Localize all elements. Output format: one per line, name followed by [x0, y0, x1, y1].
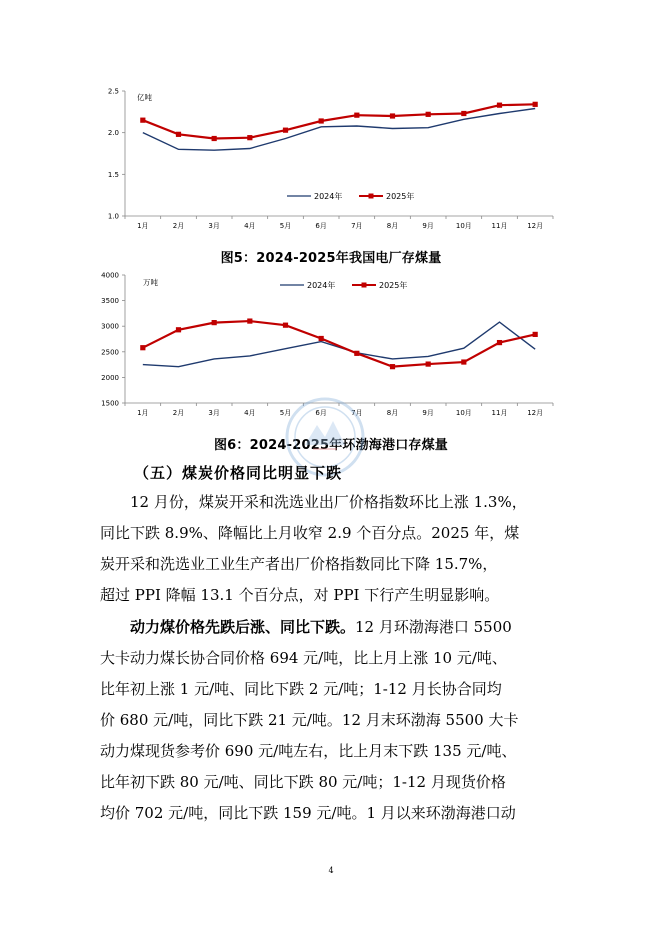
x-tick-label: 2月 — [172, 409, 185, 417]
y-tick-label: 1.0 — [107, 212, 119, 221]
x-tick-label: 1月 — [137, 409, 149, 417]
text-line — [100, 612, 570, 643]
data-point-marker — [212, 136, 217, 141]
data-point-marker — [497, 340, 502, 345]
y-tick-label: 3000 — [101, 322, 119, 331]
data-point-marker — [140, 345, 145, 350]
x-tick-label: 2月 — [172, 222, 185, 230]
x-tick-label: 3月 — [208, 222, 220, 230]
x-tick-label: 12月 — [527, 222, 544, 230]
section-heading: （五）煤炭价格同比明显下跌 — [134, 464, 343, 482]
figure6-caption: 图6：2024-2025年环渤海港口存煤量 — [213, 438, 448, 453]
text-line: 超过 PPI 降幅 13.1 个百分点，对 PPI 下行产生明显影响。 — [100, 586, 500, 604]
paragraph-coal-price-index — [100, 487, 570, 611]
x-tick-label: 10月 — [455, 222, 472, 230]
text-line: 均价 702 元/吨，同比下跌 159 元/吨。1 月以来环渤海港口动 — [100, 804, 516, 822]
paragraph-lead: 动力煤价格先跌后涨、同比下跌。 — [130, 618, 356, 636]
legend-marker — [362, 283, 367, 288]
y-tick-label: 1500 — [101, 399, 119, 408]
x-tick-label: 9月 — [422, 222, 434, 230]
legend-label: 2024年 — [307, 281, 336, 290]
data-point-marker — [319, 336, 324, 341]
series-line-2024年 — [143, 109, 535, 151]
y-tick-label: 2.5 — [107, 87, 119, 96]
legend-label: 2025年 — [379, 281, 408, 290]
data-point-marker — [533, 102, 538, 107]
data-point-marker — [390, 364, 395, 369]
y-tick-label: 2500 — [101, 348, 119, 357]
text-segment: 12 月环渤海港口 5500 — [355, 618, 512, 636]
data-point-marker — [354, 351, 359, 356]
paragraph-thermal-coal-price — [100, 612, 570, 829]
text-line: 比年初下跌 80 元/吨、同比下跌 80 元/吨；1-12 月现货价格 — [100, 773, 506, 791]
x-tick-label: 10月 — [455, 409, 472, 417]
x-tick-label: 5月 — [279, 409, 292, 417]
x-tick-label: 6月 — [315, 222, 327, 230]
page-number: 4 — [328, 866, 334, 875]
unit-label: 亿吨 — [137, 93, 152, 102]
x-tick-label: 8月 — [386, 222, 399, 230]
data-point-marker — [283, 128, 288, 133]
x-tick-label: 11月 — [491, 222, 508, 230]
x-tick-label: 11月 — [491, 409, 508, 417]
data-point-marker — [176, 327, 181, 332]
data-point-marker — [354, 113, 359, 118]
legend-label: 2025年 — [386, 192, 415, 201]
series-line-2024年 — [143, 322, 535, 367]
x-tick-label: 4月 — [244, 409, 256, 417]
x-tick-label: 8月 — [386, 409, 399, 417]
data-point-marker — [533, 332, 538, 337]
legend-marker — [369, 194, 374, 199]
data-point-marker — [212, 320, 217, 325]
x-tick-label: 5月 — [279, 222, 292, 230]
x-tick-label: 1月 — [137, 222, 149, 230]
series-line-2025年 — [143, 321, 535, 367]
y-tick-label: 2000 — [101, 373, 119, 382]
series-line-2025年 — [143, 104, 535, 138]
data-point-marker — [176, 132, 181, 137]
data-point-marker — [426, 361, 431, 366]
y-tick-label: 1.5 — [107, 170, 119, 179]
legend-label: 2024年 — [314, 192, 343, 201]
text-line: 炭开采和洗选业工业生产者出厂价格指数同比下降 15.7%， — [100, 555, 498, 573]
chart-power-plant-coal-stock — [0, 0, 662, 240]
data-point-marker — [319, 118, 324, 123]
x-tick-label: 7月 — [351, 409, 363, 417]
x-tick-label: 9月 — [422, 409, 434, 417]
data-point-marker — [247, 135, 252, 140]
text-line: 12 月份，煤炭开采和洗选业出厂价格指数环比上涨 1.3%， — [130, 493, 527, 511]
data-point-marker — [461, 111, 466, 116]
data-point-marker — [140, 118, 145, 123]
y-tick-label: 4000 — [101, 271, 119, 280]
x-tick-label: 7月 — [351, 222, 363, 230]
text-line: 价 680 元/吨，同比下跌 21 元/吨。12 月末环渤海 5500 大卡 — [100, 711, 519, 729]
x-tick-label: 4月 — [244, 222, 256, 230]
text-line: 比年初上涨 1 元/吨、同比下跌 2 元/吨；1-12 月长协合同均 — [100, 680, 502, 698]
x-tick-label: 3月 — [208, 409, 220, 417]
x-tick-label: 12月 — [527, 409, 544, 417]
text-line: 同比下跌 8.9%、降幅比上月收窄 2.9 个百分点。2025 年，煤 — [100, 524, 520, 542]
data-point-marker — [426, 112, 431, 117]
data-point-marker — [247, 318, 252, 323]
x-tick-label: 6月 — [315, 409, 327, 417]
data-point-marker — [461, 359, 466, 364]
data-point-marker — [497, 103, 502, 108]
data-point-marker — [390, 113, 395, 118]
data-point-marker — [283, 323, 288, 328]
text-line: 动力煤现货参考价 690 元/吨左右，比上月末下跌 135 元/吨、 — [100, 742, 517, 760]
y-tick-label: 3500 — [101, 297, 119, 306]
text-line: 大卡动力煤长协合同价格 694 元/吨，比上月上涨 10 元/吨、 — [100, 649, 507, 667]
unit-label: 万吨 — [143, 278, 158, 287]
y-tick-label: 2.0 — [107, 129, 119, 138]
figure5-caption: 图5：2024-2025年我国电厂存煤量 — [220, 251, 442, 266]
